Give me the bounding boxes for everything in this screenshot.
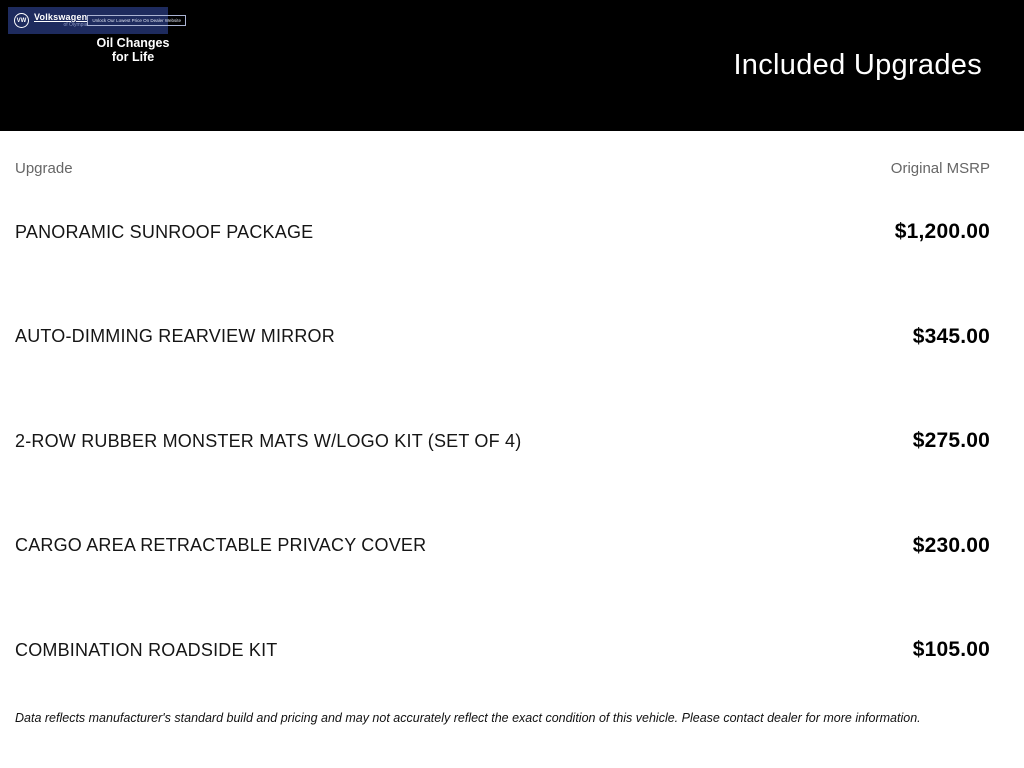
- upgrade-name: COMBINATION ROADSIDE KIT: [15, 639, 278, 660]
- upgrades-table: [0, 131, 1024, 703]
- page-title: Included Upgrades: [733, 49, 982, 81]
- table-row: [15, 598, 990, 703]
- upgrade-price: $1,200.00: [894, 220, 990, 244]
- table-row: [15, 494, 990, 599]
- column-header-upgrade: Upgrade: [15, 160, 73, 177]
- vw-logo-icon: VW: [14, 13, 29, 28]
- upgrade-name: 2-ROW RUBBER MONSTER MATS W/LOGO KIT (SET OF 4): [15, 430, 522, 451]
- table-rows: [15, 180, 990, 703]
- dealer-banner[interactable]: [8, 7, 182, 34]
- dealer-brand-block: [34, 13, 87, 28]
- header-band: [0, 0, 1024, 131]
- table-row: [15, 389, 990, 494]
- upgrade-name: PANORAMIC SUNROOF PACKAGE: [15, 221, 314, 242]
- upgrade-price: $275.00: [912, 429, 990, 453]
- disclaimer-text: Data reflects manufacturer's standard build and pricing and may not accurately reflect the exact condition of this vehicle. Please contact dealer for more information.: [15, 711, 921, 725]
- upgrade-name: CARGO AREA RETRACTABLE PRIVACY COVER: [15, 535, 427, 556]
- table-row: [15, 180, 990, 285]
- upgrade-name: AUTO-DIMMING REARVIEW MIRROR: [15, 326, 335, 347]
- dealer-brand-location: of Olympia: [63, 22, 88, 28]
- table-header-row: [15, 160, 990, 180]
- upgrade-price: $230.00: [912, 533, 990, 557]
- oil-changes-tagline: Oil Changes for Life: [96, 36, 170, 65]
- lowest-price-button[interactable]: Unlock Our Lowest Price On Dealer Website: [87, 15, 186, 26]
- column-header-msrp: Original MSRP: [890, 160, 990, 177]
- table-row: [15, 285, 990, 390]
- upgrade-price: $105.00: [912, 638, 990, 662]
- dealer-brand-name: Volkswagen: [34, 12, 88, 22]
- upgrade-price: $345.00: [912, 324, 990, 348]
